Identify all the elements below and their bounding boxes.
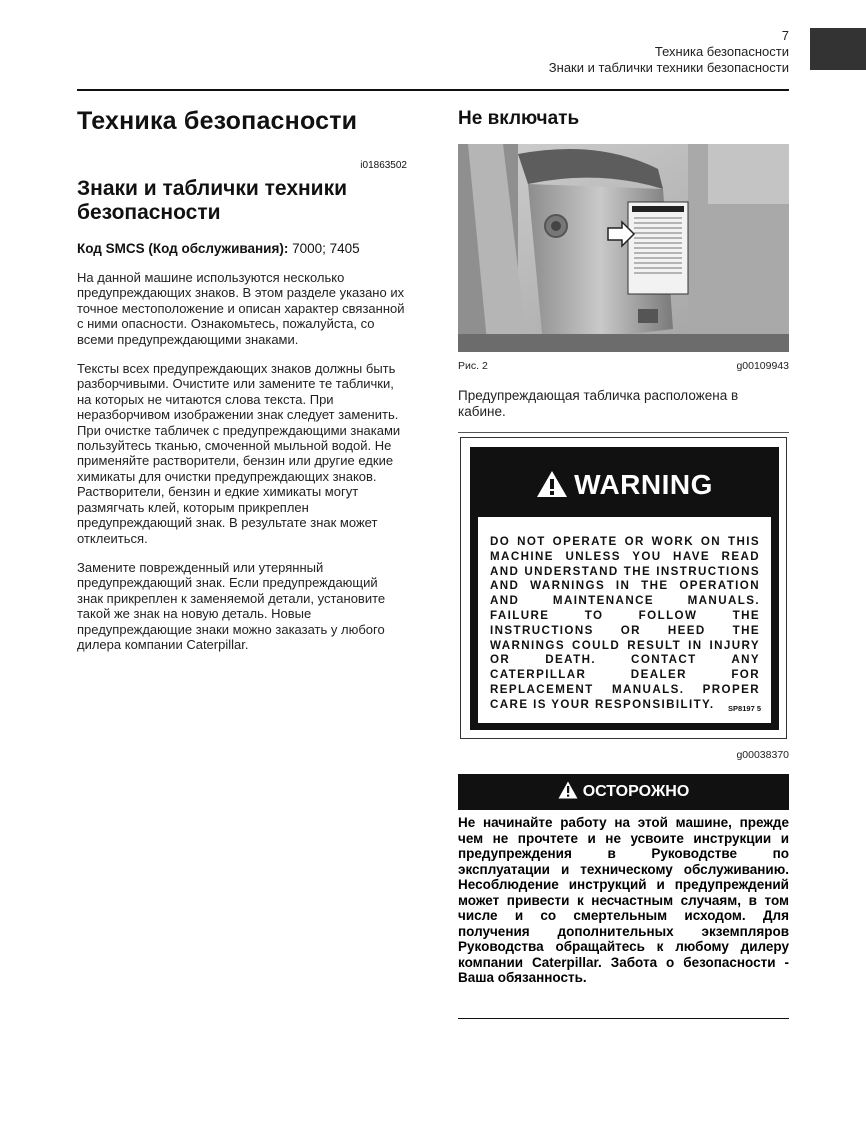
figure-caption: Рис. 2 — [458, 360, 488, 372]
page-header — [549, 28, 789, 76]
divider — [458, 432, 789, 433]
cab-photo-illustration — [458, 144, 789, 352]
section-title: Знаки и таблички техники безопасности — [77, 177, 348, 224]
header-subsection: Знаки и таблички техники безопасности — [548, 60, 789, 75]
paragraph: На данной машине используются несколько предупреждающих знаков. В этом разделе указано их точное местоположение и описан характер связанной с ними опасности. Ознакомьтесь, пожалуйста, со всеми предупреждающими знаками. — [77, 270, 405, 347]
paragraph: Замените поврежденный или утерянный предупреждающий знак. Если предупреждающий знак прикреплен к заменяемой детали, установите такой же знак на новую деталь. Новые предупреждающие знаки можно заказать у любого дилера компании Caterpillar. — [77, 559, 386, 652]
reference-id: i01863502 — [360, 160, 407, 171]
left-column — [77, 104, 407, 652]
right-column — [458, 104, 789, 985]
warning-body — [478, 517, 771, 723]
warning-code: SP8197 5 — [728, 704, 761, 713]
warning-triangle-icon — [536, 470, 568, 498]
caution-banner — [458, 774, 789, 810]
caution-text: Не начинайте работу на этой машине, прежде чем не прочтете и не усвоите инструкции и предупреждения в Руководстве по эксплуатации и техническому обслуживанию. Несоблюдение инструкций и предупреждений может привести к несчастным случаям, в том числе и со смертельным исходом. Для получения дополнительных экземпляров Руководства обращайтесь к любому дилеру компании Caterpillar. Забота о безопасности - Ваша обязанность. — [458, 815, 789, 985]
caution-triangle-icon — [558, 781, 578, 799]
warning-label — [460, 437, 787, 739]
page-title: Техника безопасности — [77, 107, 358, 135]
warning-title: WARNING — [574, 469, 713, 500]
caution-title: ОСТОРОЖНО — [582, 783, 690, 800]
figure-description: Предупреждающая табличка расположена в кабине. — [458, 388, 739, 419]
warning-label-frame — [470, 447, 779, 730]
header-rule — [77, 89, 789, 91]
cab-photo — [458, 144, 789, 352]
page-number: 7 — [781, 28, 789, 43]
figure-code: g00109943 — [736, 360, 789, 372]
paragraph: Тексты всех предупреждающих знаков должны быть разборчивыми. Очистите или замените те таблички, на которых не читаются слова текста. При неразборчивом изображении знак следует заменить. При очистке табличек с предупреждающими знаками пользуйтесь тканью, смоченной мыльной водой. Не применяйте растворители, бензин или другие едкие химикаты для очистки предупреждающих знаков. Растворители, бензин и едкие химикаты могут размягчать клей, которым прикреплен предупреждающий знак. В результате знак может отклеиться. — [77, 361, 401, 546]
smcs-value: 7000; 7405 — [292, 241, 360, 256]
smcs-label: Код SMCS (Код обслуживания): — [77, 241, 289, 256]
divider — [458, 1018, 789, 1019]
smcs-code — [77, 241, 407, 256]
subsection-title: Не включать — [458, 108, 580, 129]
warning-image-code: g00038370 — [736, 749, 789, 761]
warning-text: DO NOT OPERATE OR WORK ON THIS MACHINE UNLESS YOU HAVE READ AND UNDERSTAND THE INSTRUCTIONS AND WARNINGS IN THE OPERATION AND MAINTENANCE MANUALS. FAILURE TO FOLLOW THE INSTRUCTIONS OR HEED THE WARNINGS COULD RESULT IN INJURY OR DEATH. CONTACT ANY CATERPILLAR DEALER FOR REPLACEMENT MANUALS. PROPER CARE IS YOUR RESPONSIBILITY. — [490, 535, 760, 711]
header-section: Техника безопасности — [654, 44, 789, 59]
thumb-tab — [810, 28, 866, 70]
warning-heading — [470, 469, 779, 501]
